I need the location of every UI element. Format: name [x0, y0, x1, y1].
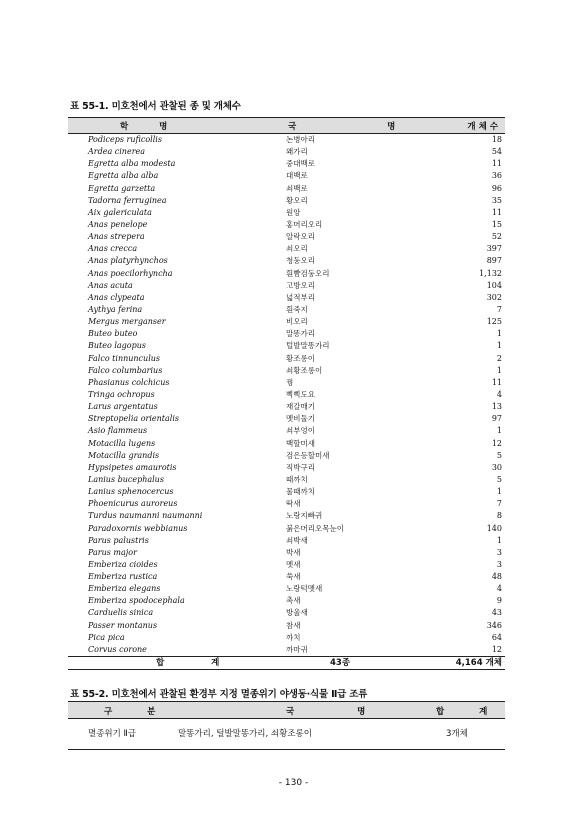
table-row	[68, 170, 505, 182]
korean-name: 백할미새	[286, 438, 315, 448]
korean-name: 쇠황조롱이	[286, 365, 323, 375]
header-korean-name: 국 명	[288, 122, 440, 132]
korean-name: 쑥새	[286, 572, 301, 582]
page-number: - 130 -	[278, 778, 309, 788]
korean-name: 알락오리	[286, 232, 315, 242]
count: 96	[491, 183, 502, 193]
korean-name: 노랑턱멧새	[286, 584, 323, 594]
count: 5	[496, 474, 502, 484]
table2-caption: 표 55-2. 미호천에서 관찰된 환경부 지정 멸종위기 야생동·식물 Ⅱ급 조류	[70, 689, 368, 700]
count: 12	[491, 438, 502, 448]
table-row	[68, 438, 505, 450]
table-row	[68, 583, 505, 595]
korean-name: 때까치	[286, 474, 308, 484]
scientific-name: Falco columbarius	[88, 365, 163, 375]
korean-name: 노랑지빠귀	[286, 511, 323, 521]
table-row	[68, 595, 505, 607]
scientific-name: Corvus corone	[88, 644, 147, 654]
korean-name: 중대백로	[286, 159, 315, 169]
table1-header-row	[68, 117, 505, 134]
korean-name: 멧새	[286, 559, 301, 569]
table-row	[68, 498, 505, 510]
scientific-name: Turdus naumanni naumanni	[88, 511, 203, 521]
count: 11	[491, 207, 502, 217]
count: 302	[486, 292, 502, 302]
header-category: 구 분	[104, 707, 172, 717]
count: 54	[491, 147, 502, 157]
korean-name: 고방오리	[286, 280, 315, 290]
korean-name: 까마귀	[286, 644, 308, 654]
count: 15	[491, 219, 502, 229]
korean-name: 황조롱이	[286, 353, 315, 363]
table-row	[68, 425, 505, 437]
scientific-name: Motacilla lugens	[88, 438, 156, 448]
scientific-name: Anas strepera	[88, 232, 145, 242]
count: 12	[491, 644, 502, 654]
table-row	[68, 607, 505, 619]
count: 97	[491, 414, 502, 424]
korean-name: 원앙	[286, 207, 301, 217]
table-row	[68, 450, 505, 462]
table-row	[68, 377, 505, 389]
table-row	[68, 146, 505, 158]
count: 897	[486, 256, 502, 266]
scientific-name: Aix galericulata	[88, 207, 152, 217]
table-row	[68, 219, 505, 231]
scientific-name: Anas poecilorhyncha	[88, 268, 173, 278]
korean-name: 비오리	[286, 317, 308, 327]
table-row	[68, 207, 505, 219]
korean-name: 쇠박새	[286, 535, 308, 545]
scientific-name: Pica pica	[88, 632, 125, 642]
table-row	[68, 486, 505, 498]
count: 104	[486, 280, 502, 290]
table-row	[68, 268, 505, 280]
table-row	[68, 183, 505, 195]
table-row	[68, 340, 505, 352]
table-row	[68, 365, 505, 377]
korean-name: 방울새	[286, 608, 308, 618]
count: 30	[491, 462, 502, 472]
count: 48	[491, 572, 502, 582]
korean-name: 쇠백로	[286, 183, 308, 193]
scientific-name: Hypsipetes amaurotis	[88, 462, 177, 472]
scientific-name: Carduelis sinica	[88, 608, 154, 618]
scientific-name: Ardea cinerea	[88, 147, 146, 157]
table-row	[68, 571, 505, 583]
count: 64	[491, 632, 502, 642]
table-row	[68, 316, 505, 328]
count: 18	[491, 135, 502, 144]
korean-name: 직박구리	[286, 462, 315, 472]
scientific-name: Paradoxornis webbianus	[88, 523, 188, 533]
count: 140	[486, 523, 502, 533]
table-row	[68, 632, 505, 644]
scientific-name: Emberiza elegans	[88, 584, 161, 594]
scientific-name: Aythya ferina	[88, 304, 143, 314]
scientific-name: Passer montanus	[88, 620, 158, 630]
scientific-name: Egretta alba modesta	[88, 159, 176, 169]
header-scientific-name: 학 명	[120, 122, 182, 132]
scientific-name: Emberiza cioides	[88, 559, 158, 569]
count: 1	[496, 487, 502, 497]
count: 1	[496, 329, 502, 339]
count: 52	[491, 232, 502, 242]
table-row	[68, 559, 505, 571]
korean-name: 논병아리	[286, 135, 315, 144]
korean-name: 청둥오리	[286, 256, 315, 266]
scientific-name: Lanius sphenocercus	[88, 487, 174, 497]
table-row	[68, 328, 505, 340]
count: 346	[486, 620, 502, 630]
scientific-name: Buteo lagopus	[88, 341, 146, 351]
table-row	[68, 523, 505, 535]
scientific-name: Egretta alba alba	[88, 171, 159, 181]
korean-name: 쇠부엉이	[286, 426, 315, 436]
row-total: 3개체	[446, 729, 468, 739]
count: 11	[491, 377, 502, 387]
scientific-name: Anas acuta	[88, 280, 133, 290]
korean-name: 홍머리오리	[286, 219, 323, 229]
scientific-name: Emberiza rustica	[88, 572, 158, 582]
count: 11	[491, 159, 502, 169]
species-count-table	[68, 117, 505, 670]
scientific-name: Mergus merganser	[88, 317, 166, 327]
table-row	[68, 535, 505, 547]
count: 1	[496, 426, 502, 436]
total-count: 4,164 개체	[455, 658, 502, 669]
count: 125	[486, 317, 502, 327]
header-total: 합 계	[436, 707, 504, 717]
count: 9	[496, 596, 502, 606]
scientific-name: Tadorna ferruginea	[88, 195, 167, 205]
korean-name: 촉새	[286, 596, 301, 606]
row-category: 멸종위기 Ⅱ급	[88, 729, 136, 739]
table-row	[68, 389, 505, 401]
korean-name: 물때까치	[286, 487, 315, 497]
scientific-name: Tringa ochropus	[88, 389, 155, 399]
row-korean-names: 말똥가리, 털발말똥가리, 쇠황조롱이	[178, 729, 312, 739]
count: 1	[496, 365, 502, 375]
table2-header-row	[68, 701, 505, 719]
scientific-name: Parus major	[88, 547, 137, 557]
korean-name: 검은등할미새	[286, 450, 330, 460]
table-row	[68, 547, 505, 559]
count: 36	[491, 171, 502, 181]
korean-name: 대백로	[286, 171, 308, 181]
korean-name: 흰죽지	[286, 304, 308, 314]
scientific-name: Anas clypeata	[88, 292, 145, 302]
count: 43	[491, 608, 502, 618]
count: 13	[491, 402, 502, 412]
scientific-name: Parus palustris	[88, 535, 149, 545]
scientific-name: Anas penelope	[88, 219, 148, 229]
korean-name: 멧비둘기	[286, 414, 315, 424]
header-count: 개체수	[467, 122, 501, 132]
table-row	[68, 474, 505, 486]
table-row	[68, 620, 505, 632]
table1-body	[68, 134, 505, 656]
scientific-name: Phoenicurus auroreus	[88, 499, 178, 509]
korean-name: 재갈매기	[286, 402, 315, 412]
scientific-name: Larus argentatus	[88, 402, 158, 412]
scientific-name: Lanius bucephalus	[88, 474, 164, 484]
table-row	[68, 644, 505, 656]
korean-name: 삑삑도요	[286, 389, 315, 399]
scientific-name: Streptopelia orientalis	[88, 414, 179, 424]
count: 7	[496, 304, 502, 314]
scientific-name: Asio flammeus	[88, 426, 148, 436]
count: 3	[496, 547, 502, 557]
korean-name: 황오리	[286, 195, 308, 205]
table-row	[68, 401, 505, 413]
scientific-name: Egretta garzetta	[88, 183, 156, 193]
scientific-name: Buteo buteo	[88, 329, 138, 339]
count: 2	[496, 353, 502, 363]
count: 5	[496, 450, 502, 460]
count: 3	[496, 559, 502, 569]
count: 397	[486, 244, 502, 254]
korean-name: 말똥가리	[286, 329, 315, 339]
scientific-name: Emberiza spodocephala	[88, 596, 185, 606]
count: 1,132	[479, 268, 502, 278]
korean-name: 까치	[286, 632, 301, 642]
table-row	[68, 353, 505, 365]
scientific-name: Motacilla grandis	[88, 450, 160, 460]
table-row	[68, 280, 505, 292]
endangered-species-table	[68, 701, 505, 750]
table-row	[68, 231, 505, 243]
table-row	[68, 292, 505, 304]
count: 1	[496, 341, 502, 351]
count: 4	[496, 389, 502, 399]
table-row	[68, 195, 505, 207]
korean-name: 왜가리	[286, 147, 308, 157]
count: 1	[496, 535, 502, 545]
korean-name: 박새	[286, 547, 301, 557]
total-species: 43종	[330, 658, 351, 669]
table-row	[68, 158, 505, 170]
korean-name: 털발말똥가리	[286, 341, 330, 351]
table-row	[68, 243, 505, 255]
count: 7	[496, 499, 502, 509]
table-row	[68, 413, 505, 425]
korean-name: 딱새	[286, 499, 301, 509]
count: 4	[496, 584, 502, 594]
korean-name: 꿩	[286, 377, 294, 387]
korean-name: 넓적부리	[286, 292, 315, 302]
table2-row	[68, 719, 505, 750]
table1-total-row	[68, 656, 505, 670]
table-row	[68, 255, 505, 267]
scientific-name: Phasianus colchicus	[88, 377, 170, 387]
count: 35	[491, 195, 502, 205]
header-korean-name: 국 명	[286, 707, 396, 717]
table-row	[68, 510, 505, 522]
scientific-name: Anas platyrhynchos	[88, 256, 168, 266]
table-row	[68, 304, 505, 316]
table1-caption: 표 55-1. 미호천에서 관찰된 종 및 개체수	[70, 101, 241, 112]
count: 8	[496, 511, 502, 521]
korean-name: 쇠오리	[286, 244, 308, 254]
scientific-name: Anas crecca	[88, 244, 138, 254]
total-label: 합 계	[156, 658, 242, 669]
scientific-name: Podiceps ruficollis	[88, 135, 162, 144]
korean-name: 흰뺨검둥오리	[286, 268, 330, 278]
korean-name: 붉은머리오목눈이	[286, 523, 344, 533]
scientific-name: Falco tinnunculus	[88, 353, 161, 363]
table-row	[68, 134, 505, 146]
korean-name: 참새	[286, 620, 301, 630]
table-row	[68, 462, 505, 474]
